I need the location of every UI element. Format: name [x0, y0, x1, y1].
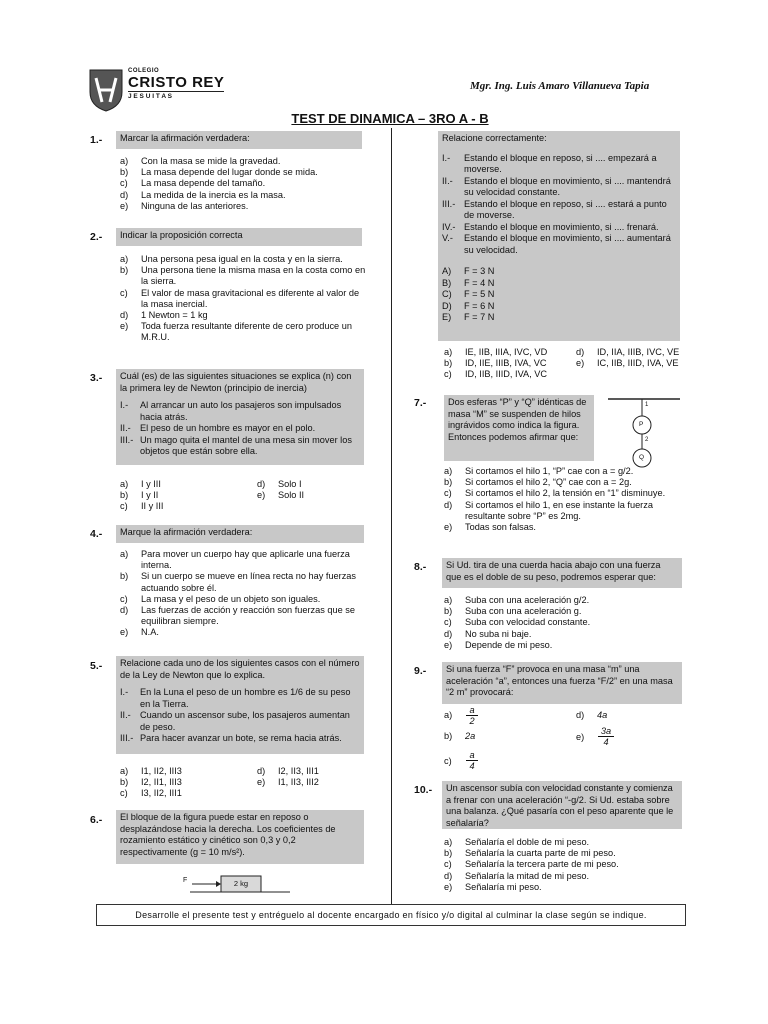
fraction: $\frac{a}{4}$	[466, 750, 478, 771]
q2-option[interactable]: c) El valor de masa gravitacional es diferente al valor de la masa inercial.	[120, 287, 360, 309]
q1-option[interactable]: c) La masa depende del tamaño.	[120, 178, 266, 189]
footer-instruction: Desarrolle el presente test y entréguelo al docente encargado en físico y/o digital al culminar la clase según se indique.	[96, 904, 686, 926]
page-title: TEST DE DINAMICA – 3RO A - B	[291, 111, 489, 126]
q3-option[interactable]: c) II y III	[120, 501, 164, 512]
logo-line3: J E S U I T A S	[128, 93, 172, 100]
q8-options	[444, 595, 684, 651]
shield-icon	[88, 68, 124, 112]
q4-option[interactable]: c) La masa y el peso de un objeto son iguales.	[120, 593, 321, 604]
ball-q-label: Q	[639, 454, 645, 461]
q5-options-col1	[120, 766, 240, 800]
q3-block	[116, 369, 364, 465]
q10-option[interactable]: a) Señalaría el doble de mi peso.	[444, 837, 590, 847]
logo-line2: CRISTO REY	[128, 74, 225, 91]
ball-p-label: P	[639, 421, 644, 428]
q6-prompt: El bloque de la figura puede estar en reposo o desplazándose hacia la derecha. Los coeficientes de rozamiento estático y cinético son 0,3 y 0,2 respectivamente (g = 10 m/s²).	[116, 810, 364, 864]
q6b-option[interactable]: d) ID, IIA, IIIB, IVC, VE	[576, 347, 680, 357]
q5-prompt: Relacione cada uno de los siguientes casos con el número de la Ley de Newton que lo explica.	[120, 658, 360, 680]
q6b-statements	[442, 153, 676, 257]
q3-options-col2	[257, 479, 357, 501]
q10-prompt: Un ascensor subía con velocidad constante y comienza a frenar con una aceleración “-g/2. Si Ud. estaba sobre una balanza. ¿Qué pasaría con el peso aparente que le señalaría?	[442, 781, 682, 829]
q1-option[interactable]: e) Ninguna de las anteriores.	[120, 200, 249, 211]
q4-prompt: Marque la afirmación verdadera:	[116, 525, 364, 543]
q1-option[interactable]: a) Con la masa se mide la gravedad.	[120, 156, 281, 166]
block-label: 2 kg	[233, 879, 249, 888]
q4-option[interactable]: b) Si un cuerpo se mueve en línea recta no hay fuerzas actuando sobre él.	[120, 571, 357, 593]
q8-option[interactable]: e) Depende de mi peso.	[444, 639, 553, 650]
q1-number: 1.-	[90, 134, 103, 146]
q3-statements	[120, 400, 360, 458]
q10-option[interactable]: d) Señalaría la mitad de mi peso.	[444, 870, 590, 881]
q1-prompt: Marcar la afirmación verdadera:	[116, 131, 362, 149]
q5-option[interactable]: c) I3, II2, III1	[120, 788, 182, 799]
q1-options	[120, 156, 370, 212]
q8-prompt: Si Ud. tira de una cuerda hacia abajo con una fuerza que es el doble de su peso, podremos esperar que:	[442, 558, 682, 588]
q7-number: 7.-	[414, 397, 427, 409]
q3-number: 3.-	[90, 372, 103, 384]
q3-statement: II.- El peso de un hombre es mayor en el polo.	[120, 423, 316, 433]
q9-prompt: Si una fuerza “F” provoca en una masa “m” una aceleración “a”, entonces una fuerza “F/2” en una masa “2 m” provocará:	[442, 662, 682, 704]
q6b-force: D) F = 6 N	[442, 300, 495, 311]
q6b-block	[438, 131, 680, 341]
q6b-forces	[442, 266, 676, 324]
q6b-force: E) F = 7 N	[442, 312, 495, 322]
q8-option[interactable]: d) No suba ni baje.	[444, 628, 532, 639]
q2-option[interactable]: d) 1 Newton = 1 kg	[120, 310, 208, 321]
q3-options-col1	[120, 479, 230, 513]
q6b-force: C) F = 5 N	[442, 289, 495, 299]
q9-option-b[interactable]: b) 2a	[444, 731, 476, 741]
q4-option[interactable]: d) Las fuerzas de acción y reacción son fuerzas que se equilibran siempre.	[120, 605, 355, 627]
q7-option[interactable]: b) Si cortamos el hilo 2, “Q” cae con a = 2g.	[444, 477, 632, 488]
q3-statement: III.- Un mago quita el mantel de una mesa sin mover los objetos que están sobre ella.	[120, 434, 352, 456]
q3-option[interactable]: e) Solo II	[257, 490, 305, 501]
q4-number: 4.-	[90, 528, 103, 540]
q8-option[interactable]: a) Suba con una aceleración g/2.	[444, 595, 590, 605]
q8-option[interactable]: b) Suba con una aceleración g.	[444, 606, 582, 617]
q2-option[interactable]: e) Toda fuerza resultante diferente de cero produce un M.R.U.	[120, 321, 352, 343]
q6-number: 6.-	[90, 814, 103, 826]
q6b-statement: III.- Estando el bloque en reposo, si .... estará a punto de moverse.	[442, 198, 667, 220]
q7-figure	[604, 396, 684, 470]
q10-option[interactable]: b) Señalaría la cuarta parte de mi peso.	[444, 848, 616, 859]
force-label: F	[183, 877, 188, 884]
q7-option[interactable]: c) Si cortamos el hilo 2, la tensión en “1” disminuye.	[444, 488, 666, 499]
q8-option[interactable]: c) Suba con velocidad constante.	[444, 617, 591, 628]
thread1-label: 1	[645, 402, 649, 408]
q5-block	[116, 656, 364, 754]
q3-option[interactable]: b) I y II	[120, 490, 159, 501]
q6b-prompt: Relacione correctamente:	[442, 133, 547, 143]
q3-option[interactable]: d) Solo I	[257, 479, 302, 489]
q9-option-d[interactable]: d) 4a	[576, 710, 608, 720]
q6b-statement: IV.- Estando el bloque en movimiento, si .... frenará.	[442, 221, 659, 232]
q5-statement: III.- Para hacer avanzar un bote, se rema hacia atrás.	[120, 733, 342, 743]
q6b-statement: I.- Estando el bloque en reposo, si .... empezará a moverse.	[442, 152, 657, 174]
q6-figure	[180, 872, 300, 894]
q6b-statement: II.- Estando el bloque en movimiento, si .... mantendrá su velocidad constante.	[442, 175, 671, 197]
q5-option[interactable]: d) I2, II3, III1	[257, 766, 319, 776]
q2-option[interactable]: b) Una persona tiene la misma masa en la costa como en la sierra.	[120, 265, 366, 287]
q6b-option[interactable]: e) IC, IIB, IIID, IVA, VE	[576, 358, 679, 369]
q5-statement: I.- En la Luna el peso de un hombre es 1/6 de su peso en la Tierra.	[120, 687, 351, 709]
q3-option[interactable]: a) I y III	[120, 479, 161, 489]
q1-option[interactable]: b) La masa depende del lugar donde se mida.	[120, 167, 318, 178]
q3-prompt: Cuál (es) de las siguientes situaciones se explica (n) con la primera ley de Newton (principio de inercia)	[120, 371, 352, 393]
q2-number: 2.-	[90, 231, 103, 243]
q9-number: 9.-	[414, 665, 427, 677]
q5-option[interactable]: b) I2, II1, III3	[120, 777, 182, 788]
column-divider	[391, 128, 392, 904]
q2-options	[120, 254, 366, 344]
q2-option[interactable]: a) Una persona pesa igual en la costa y en la sierra.	[120, 254, 343, 264]
q5-option[interactable]: e) I1, II3, III2	[257, 777, 319, 788]
author-name: Mgr. Ing. Luis Amaro Villanueva Tapia	[470, 80, 650, 92]
q6b-option[interactable]: c) ID, IIB, IIID, IVA, VC	[444, 369, 548, 380]
q2-prompt: Indicar la proposición correcta	[116, 228, 362, 246]
q4-option[interactable]: e) N.A.	[120, 627, 159, 638]
q10-option[interactable]: c) Señalaría la tercera parte de mi peso.	[444, 859, 619, 870]
q4-option[interactable]: a) Para mover un cuerpo hay que aplicarle una fuerza interna.	[120, 549, 350, 571]
q5-options-col2	[257, 766, 357, 788]
q10-option[interactable]: e) Señalaría mi peso.	[444, 881, 542, 892]
q7-option[interactable]: a) Si cortamos el hilo 1, “P” cae con a = g/2.	[444, 466, 634, 476]
q3-statement: I.- Al arrancar un auto los pasajeros son impulsados hacia atrás.	[120, 400, 342, 422]
q5-statement: II.- Cuando un ascensor sube, los pasajeros aumentan de peso.	[120, 710, 350, 732]
q8-number: 8.-	[414, 561, 427, 573]
q5-number: 5.-	[90, 660, 103, 672]
q6b-force: B) F = 4 N	[442, 277, 495, 288]
q7-option[interactable]: d) Si cortamos el hilo 1, en ese instante la fuerza resultante sobre “P” es 2mg.	[444, 499, 653, 521]
fraction: $\frac{a}{2}$	[466, 705, 478, 726]
q5-statements	[120, 687, 360, 745]
fraction: $\frac{3a}{4}$	[598, 726, 614, 747]
q6b-option[interactable]: a) IE, IIB, IIIA, IVC, VD	[444, 347, 548, 357]
q6b-statement: V.- Estando el bloque en movimiento, si .... aumentará su velocidad.	[442, 233, 671, 255]
q10-options	[444, 837, 684, 893]
q7-options	[444, 466, 684, 533]
thread2-label: 2	[645, 437, 649, 443]
q7-prompt: Dos esferas “P” y “Q” idénticas de masa “M” se suspenden de hilos ingrávidos como indica la figura. Entonces podemos afirmar que:	[444, 395, 594, 461]
q10-number: 10.-	[414, 784, 433, 796]
q6b-options-col2	[576, 347, 686, 369]
q6b-options-col1	[444, 347, 574, 381]
q6b-force: A) F = 3 N	[442, 266, 495, 276]
q1-option[interactable]: d) La medida de la inercia es la masa.	[120, 189, 286, 200]
logo-line1: COLEGIO	[128, 68, 160, 74]
logo-rule	[128, 91, 224, 92]
q6b-option[interactable]: b) ID, IIE, IIIB, IVA, VC	[444, 358, 547, 369]
q4-options	[120, 549, 366, 639]
school-logo	[88, 64, 228, 116]
q7-option[interactable]: e) Todas son falsas.	[444, 522, 536, 533]
q5-option[interactable]: a) I1, II2, III3	[120, 766, 182, 776]
